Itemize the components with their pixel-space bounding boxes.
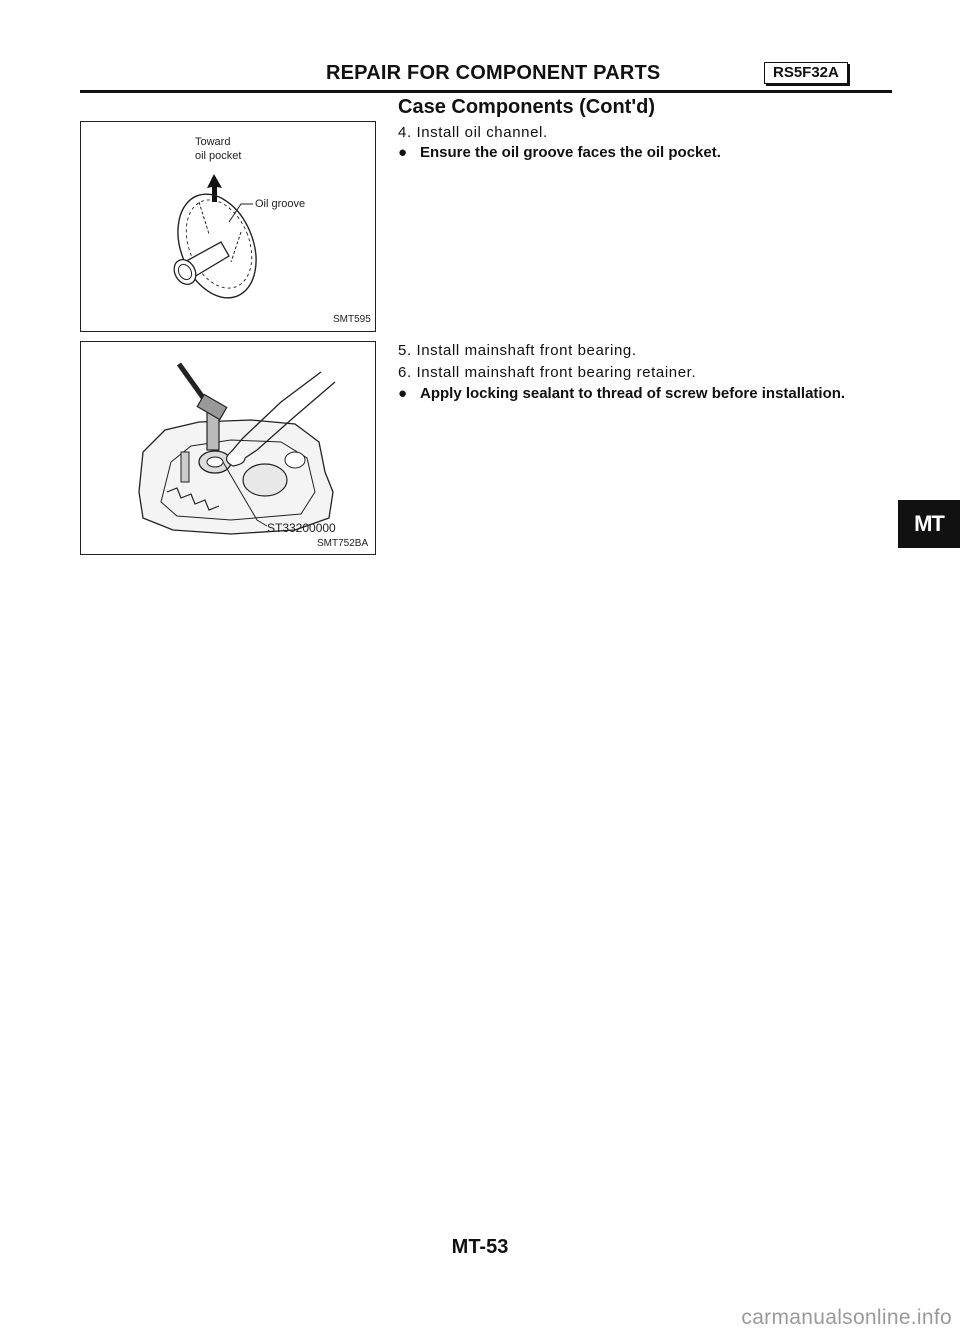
label-oil-pocket: oil pocket (195, 150, 242, 162)
step-4: 4. Install oil channel. (398, 124, 548, 141)
bullet-dot: ● (398, 144, 408, 161)
page-number: MT-53 (451, 1236, 509, 1258)
figure-bearing-installation (80, 341, 376, 555)
watermark: carmanualsonline.info (741, 1306, 952, 1329)
bullet-dot: ● (398, 385, 408, 402)
figure-code: SMT595 (333, 314, 371, 325)
note-4 (398, 144, 721, 161)
label-special-tool: ST33200000 (267, 521, 336, 535)
label-toward: Toward (195, 136, 231, 148)
step-6: 6. Install mainshaft front bearing retainer. (398, 364, 697, 381)
note-6 (398, 385, 845, 402)
note-4-text: Ensure the oil groove faces the oil pocket. (420, 144, 721, 161)
step-5: 5. Install mainshaft front bearing. (398, 342, 637, 359)
section-title: Case Components (Cont'd) (398, 96, 655, 118)
figure-code: SMT752BA (317, 538, 369, 549)
note-6-text: Apply locking sealant to thread of screw before installation. (420, 385, 846, 402)
header-rule (80, 90, 892, 93)
figure-oil-channel (80, 121, 376, 332)
model-badge: RS5F32A (764, 62, 848, 84)
label-oil-groove: Oil groove (255, 198, 306, 210)
section-tab-mt: MT (898, 500, 960, 548)
page-header-title: REPAIR FOR COMPONENT PARTS (326, 62, 661, 84)
